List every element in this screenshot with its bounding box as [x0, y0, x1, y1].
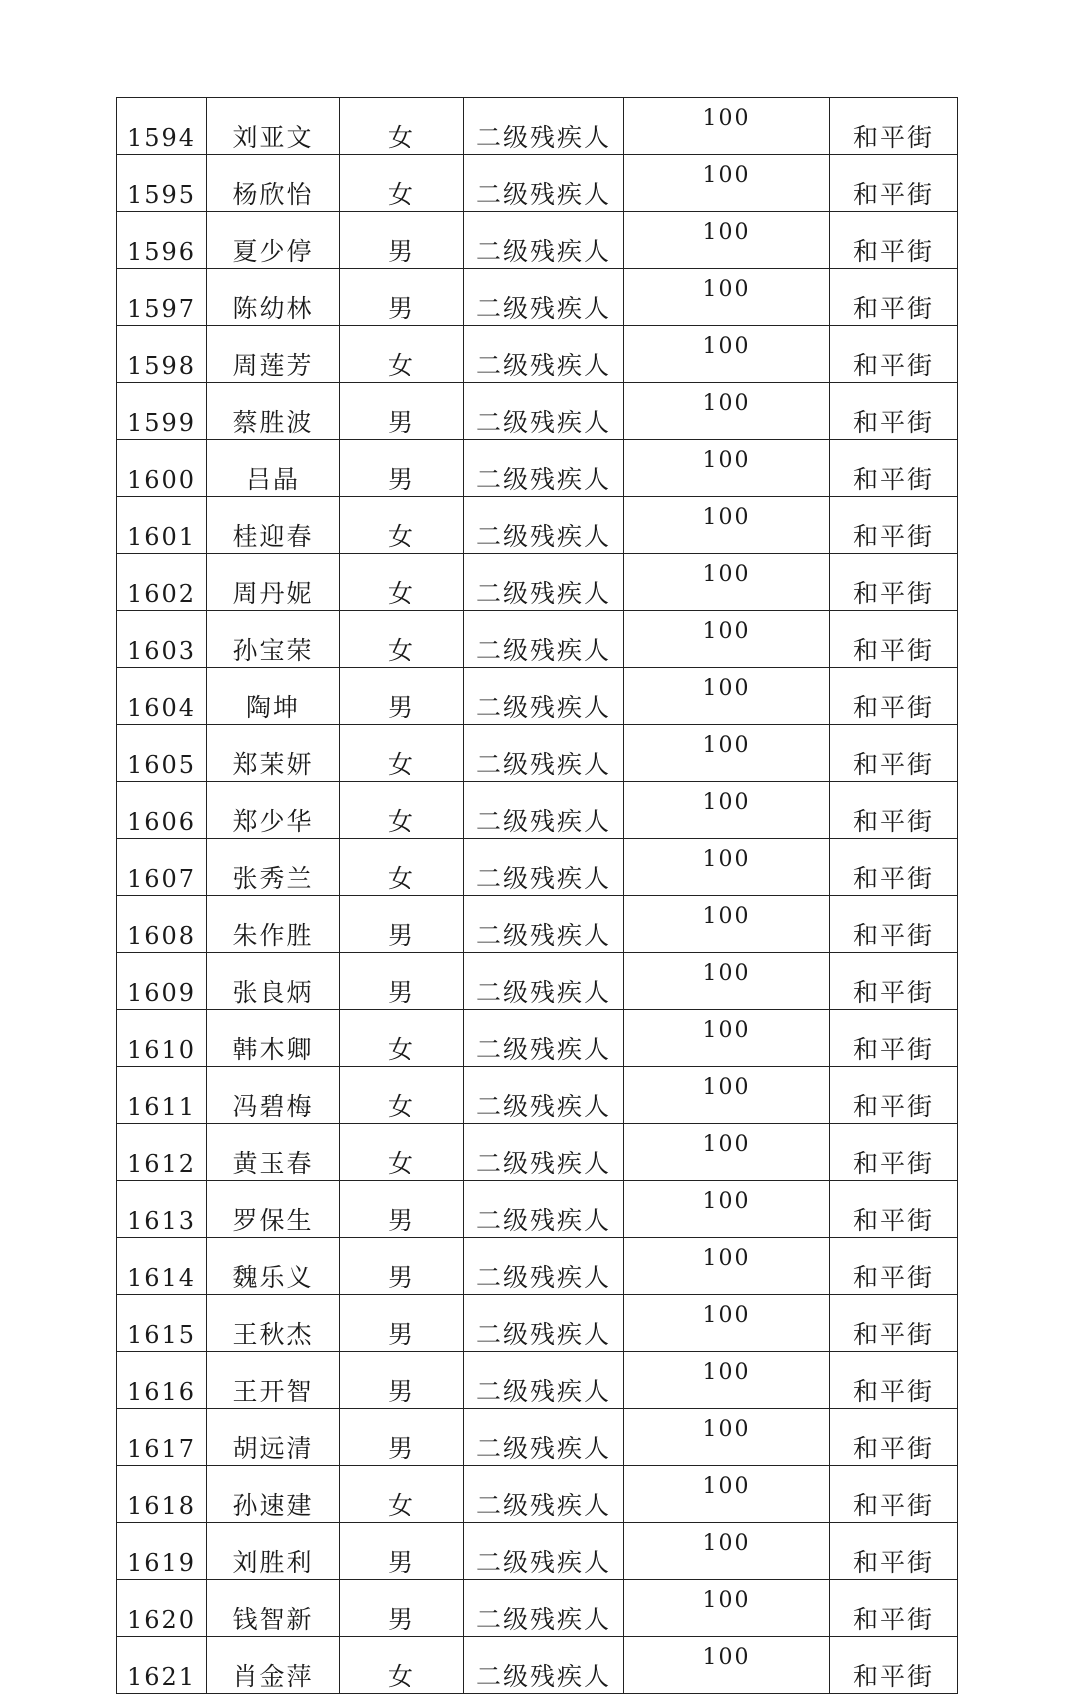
name-cell: 桂迎春	[207, 497, 340, 554]
name-cell: 杨欣怡	[207, 155, 340, 212]
street-cell: 和平街	[830, 1295, 958, 1352]
name-cell: 韩木卿	[207, 1010, 340, 1067]
amount-cell: 100	[624, 839, 830, 896]
table-row	[117, 1580, 958, 1637]
serial-number-cell: 1598	[117, 326, 207, 383]
amount-cell: 100	[624, 725, 830, 782]
amount-cell: 100	[624, 554, 830, 611]
serial-number-cell: 1608	[117, 896, 207, 953]
amount-cell: 100	[624, 1295, 830, 1352]
name-cell: 蔡胜波	[207, 383, 340, 440]
gender-cell: 女	[340, 782, 464, 839]
serial-number-cell: 1601	[117, 497, 207, 554]
disability-level-cell: 二级残疾人	[464, 383, 624, 440]
amount-cell: 100	[624, 1580, 830, 1637]
disability-level-cell: 二级残疾人	[464, 953, 624, 1010]
serial-number-cell: 1613	[117, 1181, 207, 1238]
name-cell: 朱作胜	[207, 896, 340, 953]
disability-level-cell: 二级残疾人	[464, 1124, 624, 1181]
serial-number-cell: 1602	[117, 554, 207, 611]
serial-number-cell: 1620	[117, 1580, 207, 1637]
gender-cell: 女	[340, 155, 464, 212]
table-row	[117, 953, 958, 1010]
gender-cell: 女	[340, 554, 464, 611]
serial-number-cell: 1606	[117, 782, 207, 839]
amount-cell: 100	[624, 383, 830, 440]
disability-level-cell: 二级残疾人	[464, 611, 624, 668]
amount-cell: 100	[624, 611, 830, 668]
amount-cell: 100	[624, 782, 830, 839]
amount-cell: 100	[624, 1010, 830, 1067]
serial-number-cell: 1617	[117, 1409, 207, 1466]
serial-number-cell: 1600	[117, 440, 207, 497]
disability-level-cell: 二级残疾人	[464, 1010, 624, 1067]
gender-cell: 男	[340, 1409, 464, 1466]
gender-cell: 女	[340, 1067, 464, 1124]
gender-cell: 男	[340, 1580, 464, 1637]
street-cell: 和平街	[830, 98, 958, 155]
serial-number-cell: 1615	[117, 1295, 207, 1352]
table-row	[117, 554, 958, 611]
street-cell: 和平街	[830, 440, 958, 497]
table-row	[117, 269, 958, 326]
street-cell: 和平街	[830, 1523, 958, 1580]
gender-cell: 男	[340, 212, 464, 269]
disability-level-cell: 二级残疾人	[464, 1637, 624, 1694]
street-cell: 和平街	[830, 1580, 958, 1637]
table-row	[117, 98, 958, 155]
disability-level-cell: 二级残疾人	[464, 554, 624, 611]
disability-level-cell: 二级残疾人	[464, 212, 624, 269]
name-cell: 王秋杰	[207, 1295, 340, 1352]
name-cell: 孙速建	[207, 1466, 340, 1523]
street-cell: 和平街	[830, 1010, 958, 1067]
disability-level-cell: 二级残疾人	[464, 1238, 624, 1295]
name-cell: 刘胜利	[207, 1523, 340, 1580]
amount-cell: 100	[624, 668, 830, 725]
gender-cell: 男	[340, 1352, 464, 1409]
street-cell: 和平街	[830, 1352, 958, 1409]
name-cell: 张良炳	[207, 953, 340, 1010]
amount-cell: 100	[624, 155, 830, 212]
gender-cell: 女	[340, 1010, 464, 1067]
street-cell: 和平街	[830, 1238, 958, 1295]
amount-cell: 100	[624, 1181, 830, 1238]
disability-level-cell: 二级残疾人	[464, 269, 624, 326]
disability-level-cell: 二级残疾人	[464, 1409, 624, 1466]
gender-cell: 女	[340, 611, 464, 668]
amount-cell: 100	[624, 269, 830, 326]
table-row	[117, 155, 958, 212]
serial-number-cell: 1607	[117, 839, 207, 896]
serial-number-cell: 1612	[117, 1124, 207, 1181]
name-cell: 胡远清	[207, 1409, 340, 1466]
disability-level-cell: 二级残疾人	[464, 1352, 624, 1409]
table-body	[117, 98, 958, 1694]
serial-number-cell: 1614	[117, 1238, 207, 1295]
gender-cell: 男	[340, 896, 464, 953]
street-cell: 和平街	[830, 383, 958, 440]
table-row	[117, 1352, 958, 1409]
serial-number-cell: 1595	[117, 155, 207, 212]
table-row	[117, 782, 958, 839]
disability-level-cell: 二级残疾人	[464, 440, 624, 497]
disability-level-cell: 二级残疾人	[464, 1067, 624, 1124]
amount-cell: 100	[624, 1067, 830, 1124]
name-cell: 冯碧梅	[207, 1067, 340, 1124]
serial-number-cell: 1611	[117, 1067, 207, 1124]
name-cell: 陈幼林	[207, 269, 340, 326]
gender-cell: 女	[340, 725, 464, 782]
street-cell: 和平街	[830, 1124, 958, 1181]
gender-cell: 女	[340, 1124, 464, 1181]
disability-level-cell: 二级残疾人	[464, 668, 624, 725]
table-row	[117, 1124, 958, 1181]
disability-level-cell: 二级残疾人	[464, 1580, 624, 1637]
street-cell: 和平街	[830, 782, 958, 839]
gender-cell: 男	[340, 383, 464, 440]
gender-cell: 女	[340, 98, 464, 155]
table-row	[117, 1067, 958, 1124]
disability-level-cell: 二级残疾人	[464, 98, 624, 155]
serial-number-cell: 1609	[117, 953, 207, 1010]
street-cell: 和平街	[830, 1409, 958, 1466]
street-cell: 和平街	[830, 1067, 958, 1124]
street-cell: 和平街	[830, 155, 958, 212]
street-cell: 和平街	[830, 839, 958, 896]
serial-number-cell: 1599	[117, 383, 207, 440]
amount-cell: 100	[624, 1466, 830, 1523]
table-row	[117, 212, 958, 269]
name-cell: 周丹妮	[207, 554, 340, 611]
table-row	[117, 1637, 958, 1694]
name-cell: 张秀兰	[207, 839, 340, 896]
amount-cell: 100	[624, 212, 830, 269]
table-row	[117, 668, 958, 725]
serial-number-cell: 1597	[117, 269, 207, 326]
table-row	[117, 1409, 958, 1466]
amount-cell: 100	[624, 1409, 830, 1466]
name-cell: 王开智	[207, 1352, 340, 1409]
gender-cell: 女	[340, 497, 464, 554]
serial-number-cell: 1594	[117, 98, 207, 155]
gender-cell: 男	[340, 1523, 464, 1580]
table-row	[117, 1523, 958, 1580]
disability-level-cell: 二级残疾人	[464, 1466, 624, 1523]
street-cell: 和平街	[830, 611, 958, 668]
name-cell: 刘亚文	[207, 98, 340, 155]
serial-number-cell: 1610	[117, 1010, 207, 1067]
street-cell: 和平街	[830, 326, 958, 383]
table-row	[117, 1466, 958, 1523]
name-cell: 钱智新	[207, 1580, 340, 1637]
amount-cell: 100	[624, 1523, 830, 1580]
gender-cell: 女	[340, 839, 464, 896]
gender-cell: 男	[340, 1181, 464, 1238]
gender-cell: 女	[340, 1637, 464, 1694]
amount-cell: 100	[624, 497, 830, 554]
name-cell: 周莲芳	[207, 326, 340, 383]
serial-number-cell: 1605	[117, 725, 207, 782]
street-cell: 和平街	[830, 1466, 958, 1523]
street-cell: 和平街	[830, 269, 958, 326]
table-row	[117, 896, 958, 953]
name-cell: 肖金萍	[207, 1637, 340, 1694]
gender-cell: 男	[340, 953, 464, 1010]
gender-cell: 男	[340, 1295, 464, 1352]
gender-cell: 女	[340, 326, 464, 383]
name-cell: 罗保生	[207, 1181, 340, 1238]
disability-level-cell: 二级残疾人	[464, 155, 624, 212]
name-cell: 孙宝荣	[207, 611, 340, 668]
amount-cell: 100	[624, 1352, 830, 1409]
name-cell: 郑少华	[207, 782, 340, 839]
amount-cell: 100	[624, 953, 830, 1010]
street-cell: 和平街	[830, 497, 958, 554]
disability-level-cell: 二级残疾人	[464, 1181, 624, 1238]
serial-number-cell: 1621	[117, 1637, 207, 1694]
amount-cell: 100	[624, 896, 830, 953]
amount-cell: 100	[624, 1637, 830, 1694]
table-row	[117, 326, 958, 383]
disability-level-cell: 二级残疾人	[464, 326, 624, 383]
table-row	[117, 1010, 958, 1067]
street-cell: 和平街	[830, 1181, 958, 1238]
disability-level-cell: 二级残疾人	[464, 725, 624, 782]
disability-level-cell: 二级残疾人	[464, 782, 624, 839]
gender-cell: 男	[340, 668, 464, 725]
name-cell: 郑茉妍	[207, 725, 340, 782]
amount-cell: 100	[624, 98, 830, 155]
disability-level-cell: 二级残疾人	[464, 1523, 624, 1580]
gender-cell: 男	[340, 440, 464, 497]
street-cell: 和平街	[830, 212, 958, 269]
table-row	[117, 839, 958, 896]
disability-level-cell: 二级残疾人	[464, 896, 624, 953]
serial-number-cell: 1603	[117, 611, 207, 668]
amount-cell: 100	[624, 440, 830, 497]
name-cell: 陶坤	[207, 668, 340, 725]
name-cell: 吕晶	[207, 440, 340, 497]
table-row	[117, 497, 958, 554]
table-row	[117, 725, 958, 782]
serial-number-cell: 1604	[117, 668, 207, 725]
gender-cell: 男	[340, 269, 464, 326]
serial-number-cell: 1619	[117, 1523, 207, 1580]
table-row	[117, 1238, 958, 1295]
table-row	[117, 611, 958, 668]
street-cell: 和平街	[830, 668, 958, 725]
gender-cell: 男	[340, 1238, 464, 1295]
disability-level-cell: 二级残疾人	[464, 839, 624, 896]
disability-level-cell: 二级残疾人	[464, 497, 624, 554]
name-cell: 魏乐义	[207, 1238, 340, 1295]
name-cell: 夏少停	[207, 212, 340, 269]
amount-cell: 100	[624, 1124, 830, 1181]
street-cell: 和平街	[830, 896, 958, 953]
serial-number-cell: 1596	[117, 212, 207, 269]
gender-cell: 女	[340, 1466, 464, 1523]
amount-cell: 100	[624, 326, 830, 383]
serial-number-cell: 1618	[117, 1466, 207, 1523]
disability-level-cell: 二级残疾人	[464, 1295, 624, 1352]
street-cell: 和平街	[830, 554, 958, 611]
street-cell: 和平街	[830, 725, 958, 782]
table-row	[117, 1181, 958, 1238]
serial-number-cell: 1616	[117, 1352, 207, 1409]
amount-cell: 100	[624, 1238, 830, 1295]
street-cell: 和平街	[830, 953, 958, 1010]
table-row	[117, 1295, 958, 1352]
street-cell: 和平街	[830, 1637, 958, 1694]
beneficiary-table	[116, 97, 958, 1694]
table-row	[117, 383, 958, 440]
name-cell: 黄玉春	[207, 1124, 340, 1181]
table-row	[117, 440, 958, 497]
